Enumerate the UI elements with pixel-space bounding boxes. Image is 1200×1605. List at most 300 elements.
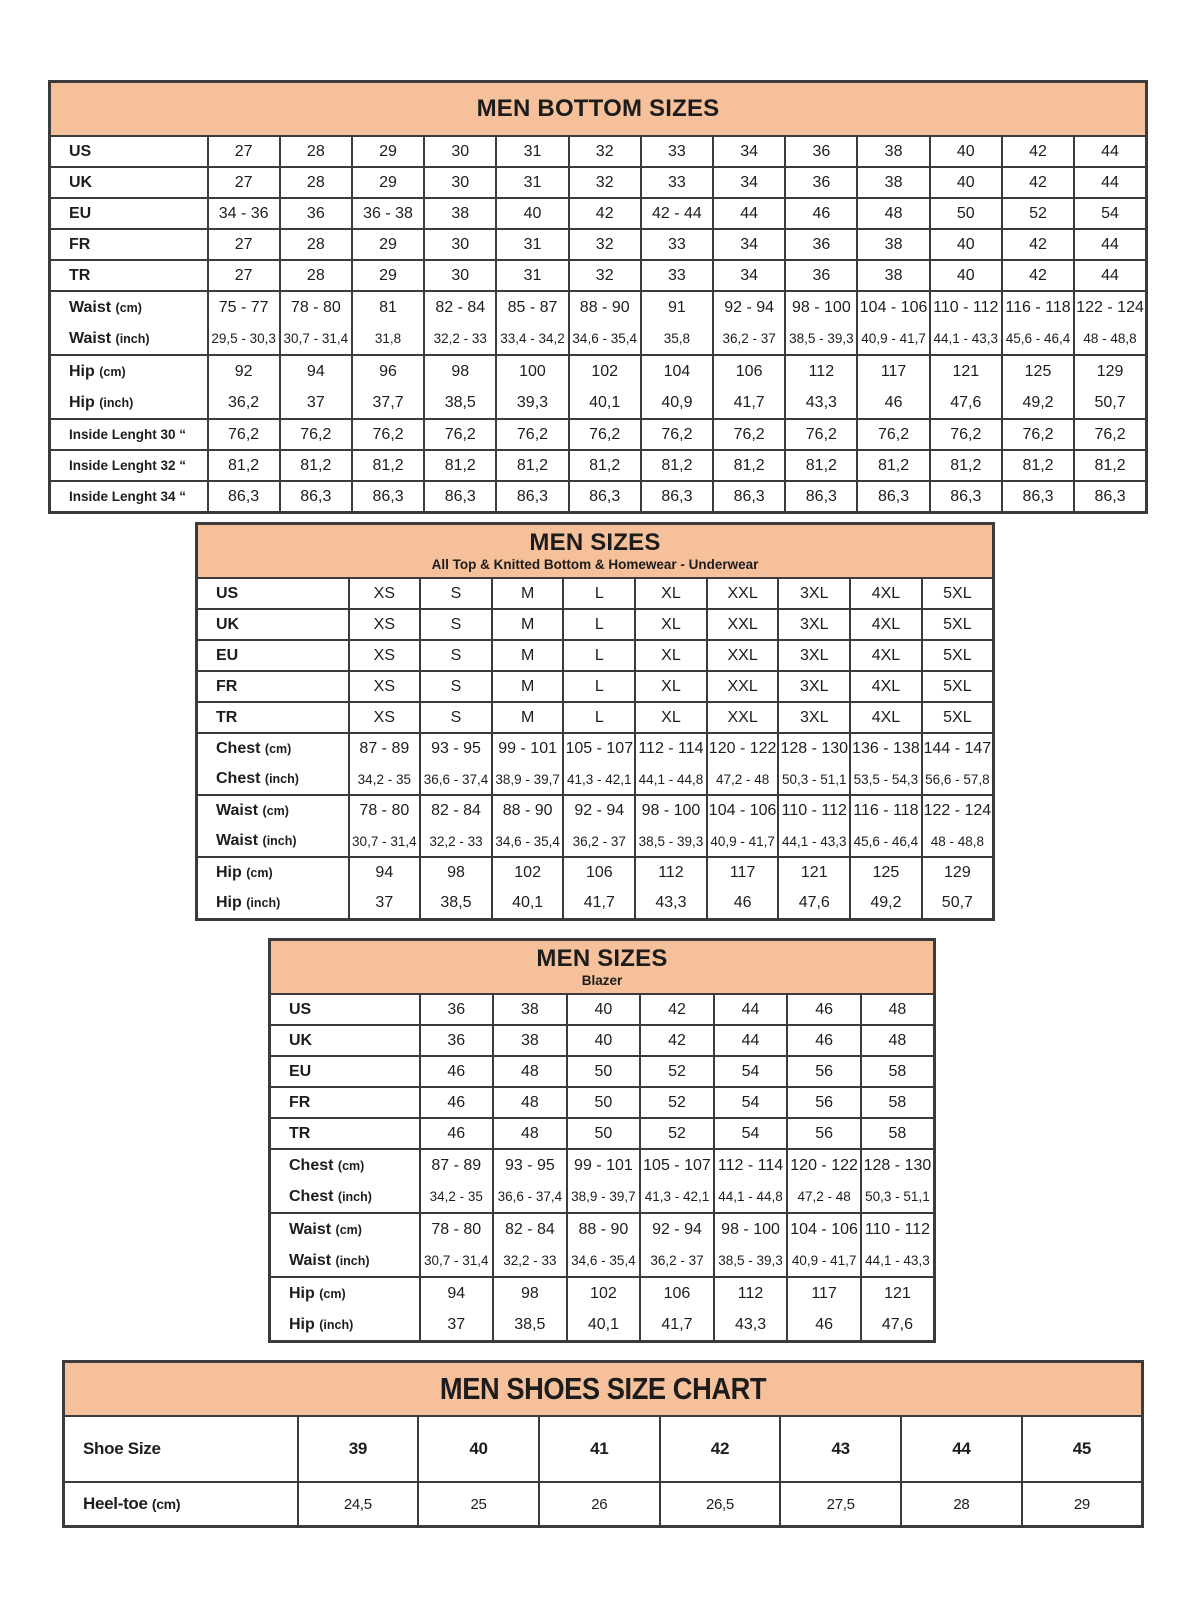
size-cell: 36 (785, 136, 857, 167)
size-cell: 32 (569, 229, 641, 260)
size-cell: 82 - 84 (424, 291, 496, 323)
row-unit: (cm) (319, 1286, 346, 1301)
size-cell: 94 (349, 857, 421, 888)
size-cell: 46 (857, 387, 929, 419)
row-label-cell (50, 291, 208, 323)
row-label-cell (270, 1309, 420, 1342)
table-row (270, 1087, 935, 1118)
size-cell: M (492, 702, 564, 733)
size-cell: 40,9 - 41,7 (857, 323, 929, 355)
size-cell: 54 (1074, 198, 1146, 229)
row-label-cell (197, 857, 349, 888)
size-cell: 81,2 (857, 450, 929, 481)
table-row (50, 260, 1147, 291)
size-cell: 48 (493, 1056, 567, 1087)
size-cell: 5XL (922, 578, 994, 609)
row-label-cell (50, 260, 208, 291)
size-cell: 38,5 (424, 387, 496, 419)
size-cell: 129 (1074, 355, 1146, 387)
size-cell: 25 (418, 1482, 539, 1527)
row-label-cell (197, 578, 349, 609)
size-cell: 26 (539, 1482, 660, 1527)
row-label-cell (50, 323, 208, 355)
row-label: Inside Lenght 34 “ (69, 488, 187, 504)
table-row (50, 291, 1147, 323)
table-row (197, 609, 994, 640)
size-cell: 31 (496, 260, 568, 291)
size-cell: 75 - 77 (208, 291, 280, 323)
size-cell: 34,6 - 35,4 (567, 1245, 641, 1277)
row-label: Shoe Size (83, 1439, 161, 1458)
size-cell: 110 - 112 (861, 1213, 935, 1245)
size-cell: 5XL (922, 640, 994, 671)
size-cell: 34 (713, 229, 785, 260)
table-header-band-cell (50, 82, 1147, 137)
table-row (50, 167, 1147, 198)
size-cell: XL (635, 640, 707, 671)
size-cell: XS (349, 640, 421, 671)
size-cell: 48 (493, 1118, 567, 1149)
size-cell: 81 (352, 291, 424, 323)
size-cell: 42 (1002, 136, 1074, 167)
size-cell: 86,3 (496, 481, 568, 513)
men-sizes-top-table (195, 522, 995, 921)
table-header-band (270, 940, 935, 995)
row-label: Waist (289, 1220, 332, 1238)
size-cell: 43 (780, 1416, 901, 1482)
size-cell: 93 - 95 (420, 733, 492, 764)
row-label-cell (50, 136, 208, 167)
table-header-band-cell (197, 524, 994, 579)
row-label-cell (50, 229, 208, 260)
row-label-cell (197, 609, 349, 640)
size-cell: 48 (861, 1025, 935, 1056)
size-cell: 48 (861, 994, 935, 1025)
row-label: UK (216, 615, 240, 633)
size-cell: L (563, 578, 635, 609)
row-unit: (cm) (115, 300, 142, 315)
row-label: US (69, 142, 92, 160)
size-cell: 92 - 94 (713, 291, 785, 323)
row-label-cell (197, 733, 349, 764)
size-cell: 56 (787, 1087, 861, 1118)
size-cell: 104 - 106 (787, 1213, 861, 1245)
size-cell: 4XL (850, 671, 922, 702)
size-cell: 56 (787, 1056, 861, 1087)
size-cell: 27,5 (780, 1482, 901, 1527)
size-cell: 58 (861, 1056, 935, 1087)
size-cell: M (492, 609, 564, 640)
size-cell: XXL (707, 578, 779, 609)
size-cell: 44 (713, 198, 785, 229)
size-cell: 28 (901, 1482, 1022, 1527)
table-row (64, 1482, 1143, 1527)
size-cell: 34,2 - 35 (420, 1181, 494, 1213)
table-subtitle: All Top & Knitted Bottom & Homewear - Underwear (431, 557, 759, 573)
size-cell: S (420, 609, 492, 640)
table-title: MEN SIZES (529, 528, 661, 556)
size-cell: 53,5 - 54,3 (850, 764, 922, 795)
size-cell: 40 (930, 229, 1002, 260)
row-label: Inside Lenght 32 “ (69, 457, 187, 473)
size-cell: 87 - 89 (349, 733, 421, 764)
row-unit: (inch) (246, 896, 281, 910)
size-cell: 38,5 (420, 888, 492, 920)
size-cell: 50,7 (922, 888, 994, 920)
size-cell: 37 (420, 1309, 494, 1342)
size-cell: 46 (787, 1025, 861, 1056)
size-cell: 40 (930, 260, 1002, 291)
row-unit: (cm) (337, 1158, 365, 1173)
size-cell: 33,4 - 34,2 (496, 323, 568, 355)
size-cell: S (420, 671, 492, 702)
table-row (197, 671, 994, 702)
size-cell: 27 (208, 229, 280, 260)
size-cell: 93 - 95 (493, 1149, 567, 1181)
row-label-cell (270, 994, 420, 1025)
row-label: Chest (289, 1187, 334, 1205)
size-cell: 28 (280, 229, 352, 260)
row-label: TR (216, 708, 238, 726)
size-cell: 46 (787, 994, 861, 1025)
size-cell: L (563, 609, 635, 640)
size-cell: 81,2 (641, 450, 713, 481)
size-cell: 38,9 - 39,7 (567, 1181, 641, 1213)
size-cell: 30 (424, 136, 496, 167)
row-label: Hip (216, 864, 242, 881)
row-label: EU (289, 1062, 312, 1080)
size-cell: 52 (640, 1056, 714, 1087)
size-cell: 128 - 130 (861, 1149, 935, 1181)
row-label: EU (69, 204, 92, 222)
size-cell: 40,9 - 41,7 (787, 1245, 861, 1277)
size-cell: 122 - 124 (922, 795, 994, 826)
size-cell: 44 (1074, 260, 1146, 291)
row-label-cell (50, 450, 208, 481)
size-cell: 117 (707, 857, 779, 888)
row-label: UK (289, 1031, 313, 1049)
size-cell: 54 (714, 1118, 788, 1149)
size-cell: 86,3 (424, 481, 496, 513)
row-label: Waist (69, 298, 112, 316)
size-cell: 40 (930, 167, 1002, 198)
table-row (50, 481, 1147, 513)
size-cell: 32 (569, 136, 641, 167)
size-cell: XS (349, 671, 421, 702)
size-cell: 112 - 114 (635, 733, 707, 764)
size-cell: 128 - 130 (778, 733, 850, 764)
size-cell: 120 - 122 (707, 733, 779, 764)
size-cell: 40,1 (492, 888, 564, 920)
row-unit: (cm) (335, 1222, 362, 1237)
table-row (64, 1416, 1143, 1482)
size-cell: 41,3 - 42,1 (640, 1181, 714, 1213)
size-cell: 28 (280, 260, 352, 291)
row-label-cell (197, 888, 349, 920)
size-cell: 40 (930, 136, 1002, 167)
size-cell: 24,5 (298, 1482, 419, 1527)
size-cell: 102 (567, 1277, 641, 1309)
size-cell: L (563, 640, 635, 671)
size-cell: 98 (420, 857, 492, 888)
row-label: Hip (216, 894, 242, 911)
size-cell: 36 (420, 994, 494, 1025)
size-cell: 40 (567, 1025, 641, 1056)
size-cell: 98 - 100 (714, 1213, 788, 1245)
size-cell: 48 (857, 198, 929, 229)
size-cell: 37 (280, 387, 352, 419)
size-cell: 50,7 (1074, 387, 1146, 419)
size-cell: 41,7 (713, 387, 785, 419)
size-cell: 36 (420, 1025, 494, 1056)
size-cell: 81,2 (930, 450, 1002, 481)
row-label: FR (216, 677, 238, 695)
size-cell: 45,6 - 46,4 (1002, 323, 1074, 355)
row-label-cell (197, 671, 349, 702)
size-cell: 28 (280, 136, 352, 167)
row-label: Inside Lenght 30 “ (69, 426, 187, 442)
size-cell: 81,2 (208, 450, 280, 481)
size-cell: 34,6 - 35,4 (492, 826, 564, 857)
table-row (197, 795, 994, 826)
row-unit: (cm) (262, 804, 289, 818)
size-cell: 36,2 - 37 (713, 323, 785, 355)
size-cell: 81,2 (1074, 450, 1146, 481)
size-cell: 121 (930, 355, 1002, 387)
row-label-cell (50, 419, 208, 450)
size-cell: 116 - 118 (1002, 291, 1074, 323)
size-cell: 32,2 - 33 (420, 826, 492, 857)
size-cell: 40 (567, 994, 641, 1025)
size-cell: S (420, 640, 492, 671)
size-cell: 46 (420, 1056, 494, 1087)
table-row (50, 198, 1147, 229)
size-cell: 46 (787, 1309, 861, 1342)
men-shoes-size-chart-section (62, 1360, 1144, 1528)
size-cell: 98 (493, 1277, 567, 1309)
size-cell: 50 (567, 1118, 641, 1149)
size-cell: 3XL (778, 671, 850, 702)
table-row (50, 450, 1147, 481)
size-cell: 40,1 (567, 1309, 641, 1342)
size-cell: 58 (861, 1087, 935, 1118)
size-cell: 40 (496, 198, 568, 229)
size-cell: 47,2 - 48 (787, 1181, 861, 1213)
row-label: Hip (69, 393, 95, 411)
size-cell: 81,2 (785, 450, 857, 481)
row-label-cell (50, 355, 208, 387)
size-cell: 47,6 (930, 387, 1002, 419)
row-label-cell (197, 764, 349, 795)
size-cell: 40 (418, 1416, 539, 1482)
size-cell: 42 (640, 1025, 714, 1056)
size-cell: 102 (569, 355, 641, 387)
size-cell: 81,2 (424, 450, 496, 481)
size-cell: 92 - 94 (640, 1213, 714, 1245)
size-cell: 38,5 (493, 1309, 567, 1342)
size-cell: 104 - 106 (857, 291, 929, 323)
row-unit: (inch) (335, 1253, 370, 1268)
size-cell: 36,2 (208, 387, 280, 419)
row-label: Waist (69, 329, 112, 347)
table-row (197, 578, 994, 609)
size-cell: 38 (857, 229, 929, 260)
size-cell: 36 - 38 (352, 198, 424, 229)
size-cell: 86,3 (857, 481, 929, 513)
size-cell: 106 (640, 1277, 714, 1309)
size-cell: 29 (352, 260, 424, 291)
row-label-cell (50, 198, 208, 229)
size-cell: 3XL (778, 702, 850, 733)
row-label-cell (270, 1181, 420, 1213)
size-cell: 44 (901, 1416, 1022, 1482)
size-cell: M (492, 578, 564, 609)
row-label-cell (270, 1149, 420, 1181)
table-header-band (64, 1362, 1143, 1417)
size-cell: 129 (922, 857, 994, 888)
table-row (197, 764, 994, 795)
size-cell: 81,2 (352, 450, 424, 481)
size-cell: 49,2 (850, 888, 922, 920)
size-cell: XL (635, 578, 707, 609)
table-row (197, 640, 994, 671)
size-cell: XS (349, 702, 421, 733)
size-cell: 46 (420, 1118, 494, 1149)
size-cell: 86,3 (352, 481, 424, 513)
size-cell: 4XL (850, 702, 922, 733)
row-label: Hip (69, 362, 95, 380)
size-cell: 86,3 (569, 481, 641, 513)
size-cell: 36 (785, 229, 857, 260)
row-label: Waist (216, 832, 259, 849)
size-cell: 42 (1002, 229, 1074, 260)
size-cell: 76,2 (208, 419, 280, 450)
size-cell: 46 (420, 1087, 494, 1118)
size-cell: 45 (1022, 1416, 1143, 1482)
table-header-band (50, 82, 1147, 137)
size-cell: 112 (714, 1277, 788, 1309)
size-cell: L (563, 702, 635, 733)
table-row (197, 733, 994, 764)
row-label-cell (270, 1118, 420, 1149)
size-cell: 37,7 (352, 387, 424, 419)
row-label-cell (197, 826, 349, 857)
size-cell: 29 (352, 136, 424, 167)
size-cell: 38,5 - 39,3 (714, 1245, 788, 1277)
row-unit: (inch) (99, 395, 134, 410)
row-label: Heel-toe (83, 1494, 148, 1513)
size-cell: 76,2 (930, 419, 1002, 450)
size-cell: 38 (493, 1025, 567, 1056)
row-label: FR (289, 1093, 311, 1111)
row-label: US (289, 1000, 312, 1018)
size-cell: 43,3 (635, 888, 707, 920)
size-cell: XXL (707, 640, 779, 671)
table-row (270, 1118, 935, 1149)
size-cell: 34 (713, 167, 785, 198)
size-cell: 112 - 114 (714, 1149, 788, 1181)
men-bottom-sizes-section (48, 80, 1148, 514)
size-cell: 44,1 - 43,3 (930, 323, 1002, 355)
size-cell: 56 (787, 1118, 861, 1149)
size-cell: 88 - 90 (567, 1213, 641, 1245)
size-cell: 36,2 - 37 (563, 826, 635, 857)
table-row (197, 702, 994, 733)
size-cell: 38,5 - 39,3 (635, 826, 707, 857)
size-cell: 43,3 (785, 387, 857, 419)
size-cell: 28 (280, 167, 352, 198)
size-cell: 88 - 90 (569, 291, 641, 323)
size-cell: 85 - 87 (496, 291, 568, 323)
row-unit: (cm) (264, 742, 292, 756)
size-cell: 76,2 (1074, 419, 1146, 450)
size-cell: 86,3 (1002, 481, 1074, 513)
size-cell: 86,3 (713, 481, 785, 513)
size-cell: XXL (707, 671, 779, 702)
size-cell: 4XL (850, 640, 922, 671)
size-cell: 98 (424, 355, 496, 387)
size-cell: 125 (1002, 355, 1074, 387)
size-cell: 33 (641, 167, 713, 198)
men-bottom-sizes-table (48, 80, 1148, 514)
size-cell: 41,3 - 42,1 (563, 764, 635, 795)
size-cell: XL (635, 671, 707, 702)
size-cell: 36,6 - 37,4 (420, 764, 492, 795)
size-cell: 44,1 - 43,3 (861, 1245, 935, 1277)
size-cell: 47,2 - 48 (707, 764, 779, 795)
size-cell: 31,8 (352, 323, 424, 355)
size-cell: 31 (496, 229, 568, 260)
size-cell: 78 - 80 (280, 291, 352, 323)
size-cell: S (420, 578, 492, 609)
row-unit: (cm) (246, 866, 273, 880)
size-cell: 106 (713, 355, 785, 387)
row-label-cell (50, 481, 208, 513)
table-row (270, 994, 935, 1025)
size-cell: 49,2 (1002, 387, 1074, 419)
size-cell: 44 (714, 994, 788, 1025)
size-cell: 27 (208, 136, 280, 167)
size-cell: 86,3 (641, 481, 713, 513)
size-cell: 48 (493, 1087, 567, 1118)
size-cell: 30,7 - 31,4 (420, 1245, 494, 1277)
size-cell: 76,2 (424, 419, 496, 450)
row-label-cell (50, 387, 208, 419)
row-label-cell (270, 1025, 420, 1056)
size-cell: 78 - 80 (349, 795, 421, 826)
size-cell: XXL (707, 702, 779, 733)
size-cell: 34 - 36 (208, 198, 280, 229)
table-row (197, 857, 994, 888)
size-cell: 32 (569, 167, 641, 198)
row-label-cell (197, 702, 349, 733)
row-label: Chest (216, 740, 261, 757)
size-cell: 36 (785, 260, 857, 291)
size-cell: 41,7 (563, 888, 635, 920)
row-label: TR (69, 266, 91, 284)
size-cell: 98 - 100 (785, 291, 857, 323)
size-cell: 76,2 (1002, 419, 1074, 450)
size-cell: 78 - 80 (420, 1213, 494, 1245)
table-row (270, 1056, 935, 1087)
table-row (270, 1025, 935, 1056)
size-cell: 98 - 100 (635, 795, 707, 826)
size-cell: 112 (785, 355, 857, 387)
size-cell: 46 (785, 198, 857, 229)
size-cell: 44 (1074, 229, 1146, 260)
size-cell: 76,2 (352, 419, 424, 450)
size-cell: 36 (280, 198, 352, 229)
